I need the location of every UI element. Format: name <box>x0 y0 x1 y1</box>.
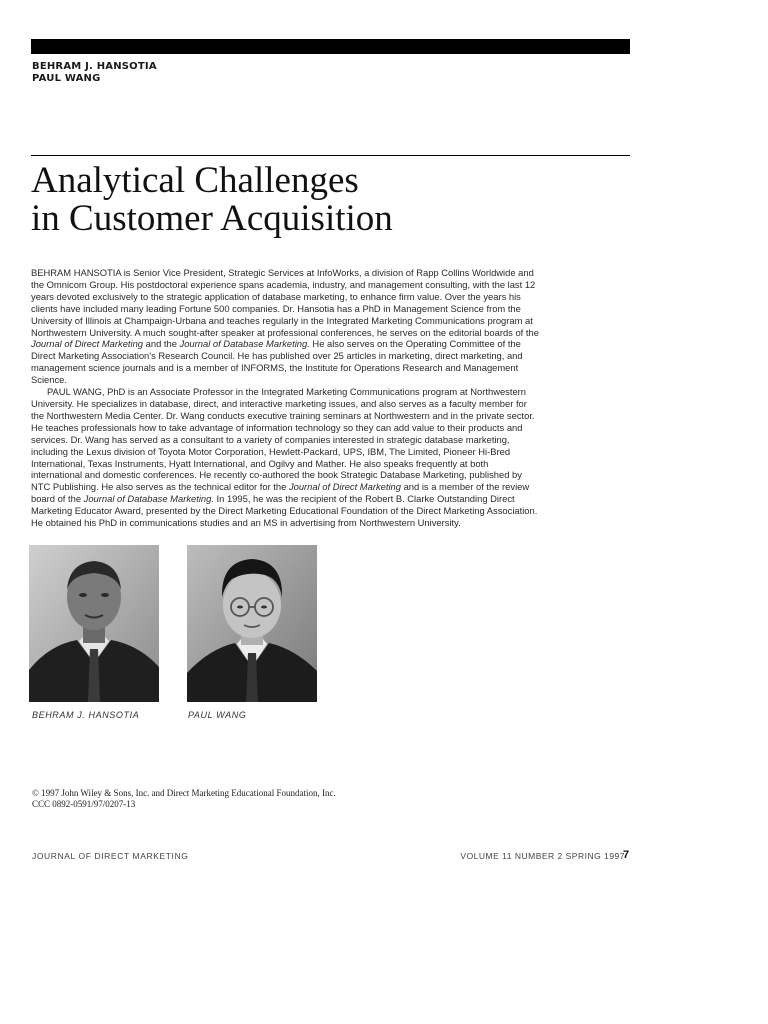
journal-name: Journal of Database Marketing. <box>179 338 310 350</box>
bio-text: PAUL WANG, PhD is an Associate Professor in the Integrated Marketing Communications program at Northwestern University. He specializes in database, direct, and interactive marketing issues, and also serves as a faculty member for the Northwestern Media Center. Dr. Wang conducts executive training seminars at Northwestern and in the private sector. He teaches professionals how to take advantage of information technology so they can add value to their products and services. Dr. Wang has served as a consultant to a variety of companies interested in strategic database marketing, including the Lexus division of Toyota Motor Corporation, Hewlett-Packard, UPS, IBM, The Limited, Pioneer Hi-Bred International, Texas Instruments, Hyatt International, and Ogilvy and Mather. He also speaks frequently at both international and domestic conferences. He recently co-authored the book Strategic Database Marketing, published by NTC Publishing. He also serves as the technical editor for the <box>31 386 535 493</box>
bio-text: BEHRAM HANSOTIA is Senior Vice President, Strategic Services at InfoWorks, a division of Rapp Collins Worldwide and the Omnicom Group. His postdoctoral experience spans academia, industry, and management consulting, with the last 12 years devoted exclusively to the strategic application of database marketing, to enhance firm value. Over the years his clients have included many leading Fortune 500 companies. Dr. Hansotia has a PhD in Management Science from the University of Illinois at Champaign-Urbana and teaches regularly in the Integrated Marketing Communications program at Northwestern University. A much sought-after speaker at professional conferences, he serves on the editorial boards of the <box>31 267 539 338</box>
author-bios <box>31 267 541 529</box>
author-name: PAUL WANG <box>32 73 101 84</box>
copyright-notice <box>32 788 336 809</box>
article-title <box>31 162 393 238</box>
journal-name: Journal of Direct Marketing <box>31 338 144 350</box>
author-photo-hansotia <box>29 545 159 702</box>
bio-wang <box>31 386 541 529</box>
journal-name-footer: JOURNAL OF DIRECT MARKETING <box>32 851 189 861</box>
author-name: BEHRAM J. HANSOTIA <box>32 61 157 72</box>
photo-caption: PAUL WANG <box>188 710 247 720</box>
journal-name: Journal of Direct Marketing <box>288 481 401 493</box>
author-photo-wang <box>187 545 317 702</box>
title-line: Analytical Challenges <box>31 160 359 201</box>
page-number: 7 <box>623 849 630 861</box>
bio-hansotia <box>31 267 541 386</box>
bio-text: and is a member of the review board of the <box>31 481 530 505</box>
issue-info: VOLUME 11 NUMBER 2 SPRING 1997 <box>460 851 625 861</box>
ccc-code: CCC 0892-0591/97/0207-13 <box>32 798 136 809</box>
header-bar <box>31 39 630 54</box>
bio-text: and the <box>143 338 180 350</box>
title-rule <box>31 155 630 156</box>
author-list <box>32 61 157 85</box>
bio-text: In 1995, he was the recipient of the Robert B. Clarke Outstanding Direct Marketing Educator Award, presented by the Direct Marketing Educational Foundation of the Direct Marketing Association. He obtained his PhD in communications studies and an MS in advertising from Northwestern University. <box>31 493 538 529</box>
bio-text: He also serves on the Operating Committee of the Direct Marketing Association's Research Council. He has published over 25 articles in marketing, direct marketing, and management science journals and is a member of INFORMS, the Institute for Operations Research and Management Science. <box>31 338 523 386</box>
photo-caption: BEHRAM J. HANSOTIA <box>32 710 140 720</box>
journal-name: Journal of Database Marketing. <box>83 493 214 505</box>
title-line: in Customer Acquisition <box>31 198 393 239</box>
copyright-line: © 1997 John Wiley & Sons, Inc. and Direct Marketing Educational Foundation, Inc. <box>32 788 336 798</box>
